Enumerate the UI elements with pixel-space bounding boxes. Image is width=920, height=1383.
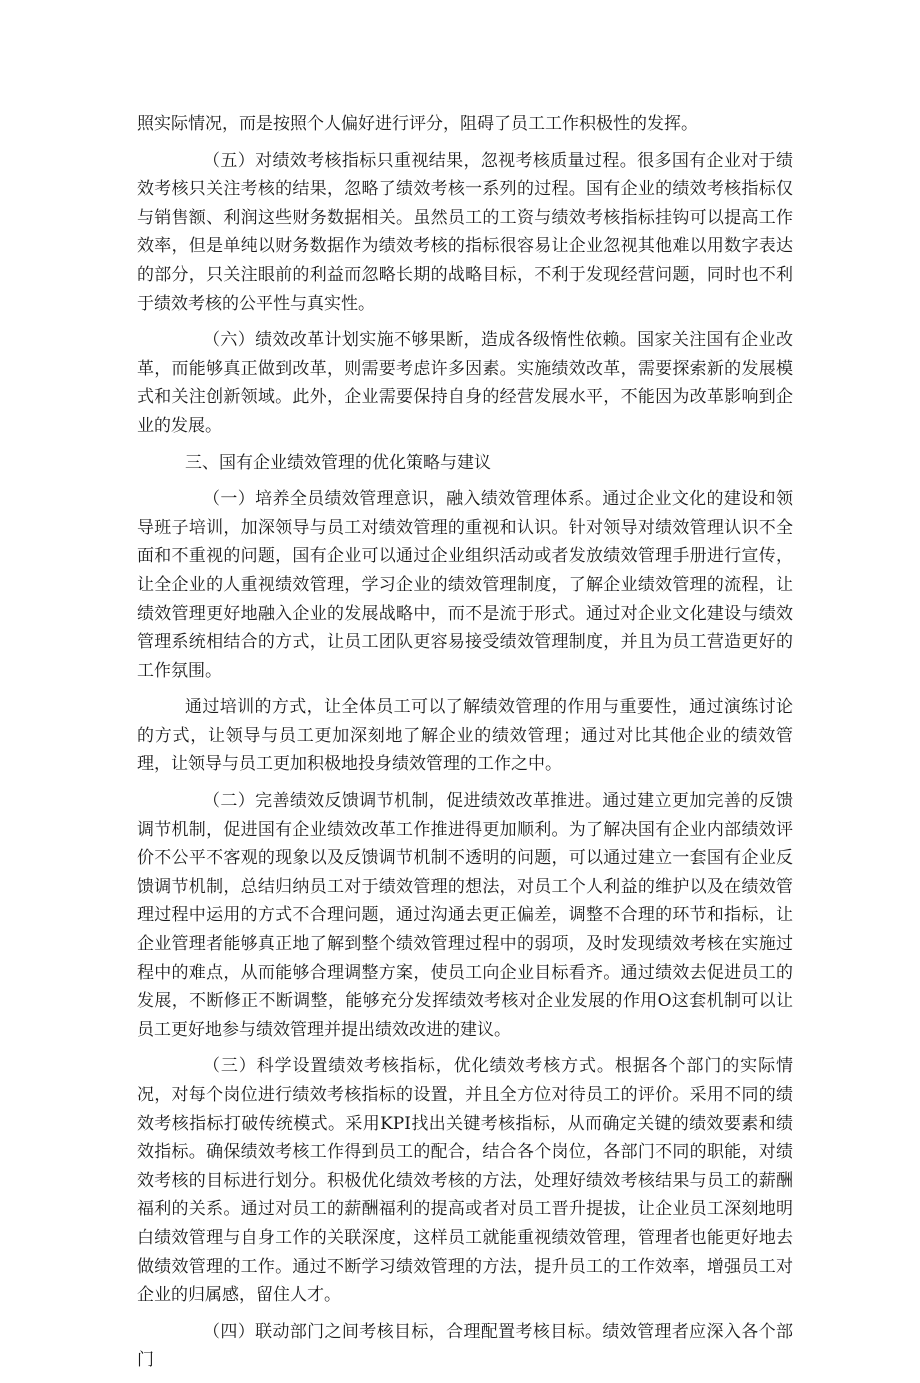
paragraph-strategy-3: （三）科学设置绩效考核指标，优化绩效考核方式。根据各个部门的实际情况，对每个岗位进行绩效考核指标的设置，并且全方位对待员工的评价。采用不同的绩效考核指标打破传统模式。采用KPI找出关键考核指标，从而确定关键的绩效要素和绩效指标。确保绩效考核工作得到员工的配合，结合各个岗位，各部门不同的职能，对绩效考核的目标进行划分。积极优化绩效考核的方法，处理好绩效考核结果与员工的薪酬福利的关系。通过对员工的薪酬福利的提高或者对员工晋升提拔，让企业员工深刻地明白绩效管理与自身工作的关联深度，这样员工就能重视绩效管理，管理者也能更好地去做绩效管理的工作。通过不断学习绩效管理的方法，提升员工的工作效率，增强员工对企业的归属感，留住人才。 (137, 1056, 793, 1306)
paragraph-strategy-4: （四）联动部门之间考核目标，合理配置考核目标。绩效管理者应深入各个部门 (137, 1321, 793, 1371)
paragraph-strategy-2: （二）完善绩效反馈调节机制，促进绩效改革推进。通过建立更加完善的反馈调节机制，促进国有企业绩效改革工作推进得更加顺利。为了解决国有企业内部绩效评价不公平不客观的现象以及反馈调节机制不透明的问题，可以通过建立一套国有企业反馈调节机制，总结归纳员工对于绩效管理的想法，对员工个人利益的维护以及在绩效管理过程中运用的方式不合理问题，通过沟通去更正偏差，调整不合理的环节和指标，让企业管理者能够真正地了解到整个绩效管理过程中的弱项，及时发现绩效考核在实施过程中的难点，从而能够合理调整方案，使员工向企业目标看齐。通过绩效去促进员工的发展，不断修正不断调整，能够充分发挥绩效考核对企业发展的作用O这套机制可以让员工更好地参与绩效管理并提出绩效改进的建议。 (137, 791, 793, 1040)
paragraph-continuation: 照实际情况，而是按照个人偏好进行评分，阻碍了员工工作积极性的发挥。 (137, 114, 698, 134)
paragraph-training: 通过培训的方式，让全体员工可以了解绩效管理的作用与重要性，通过演练讨论的方式，让领导与员工更加深刻地了解企业的绩效管理；通过对比其他企业的绩效管理，让领导与员工更加积极地投身绩效管理的工作之中。 (137, 697, 793, 775)
section-heading: 三、国有企业绩效管理的优化策略与建议 (185, 452, 491, 473)
paragraph-section-5: （五）对绩效考核指标只重视结果，忽视考核质量过程。很多国有企业对于绩效考核只关注考核的结果，忽略了绩效考核一系列的过程。国有企业的绩效考核指标仅与销售额、利润这些财务数据相关。虽然员工的工资与绩效考核指标挂钩可以提高工作效率，但是单纯以财务数据作为绩效考核的指标很容易让企业忽视其他难以用数字表达的部分，只关注眼前的利益而忽略长期的战略目标，不利于发现经营问题，同时也不利于绩效考核的公平性与真实性。 (137, 150, 793, 314)
document-body (137, 110, 793, 1383)
paragraph-section-6: （六）绩效改革计划实施不够果断，造成各级惰性依赖。国家关注国有企业改革，而能够真正做到改革，则需要考虑许多因素。实施绩效改革，需要探索新的发展模式和关注创新领域。此外，企业需要保持自身的经营发展水平，不能因为改革影响到企业的发展。 (137, 330, 793, 436)
paragraph-strategy-1: （一）培养全员绩效管理意识，融入绩效管理体系。通过企业文化的建设和领导班子培训，加深领导与员工对绩效管理的重视和认识。针对领导对绩效管理认识不全面和不重视的问题，国有企业可以通过企业组织活动或者发放绩效管理手册进行宣传，让全企业的人重视绩效管理，学习企业的绩效管理制度，了解企业绩效管理的流程，让绩效管理更好地融入企业的发展战略中，而不是流于形式。通过对企业文化建设与绩效管理系统相结合的方式，让员工团队更容易接受绩效管理制度，并且为员工营造更好的工作氛围。 (137, 489, 793, 681)
